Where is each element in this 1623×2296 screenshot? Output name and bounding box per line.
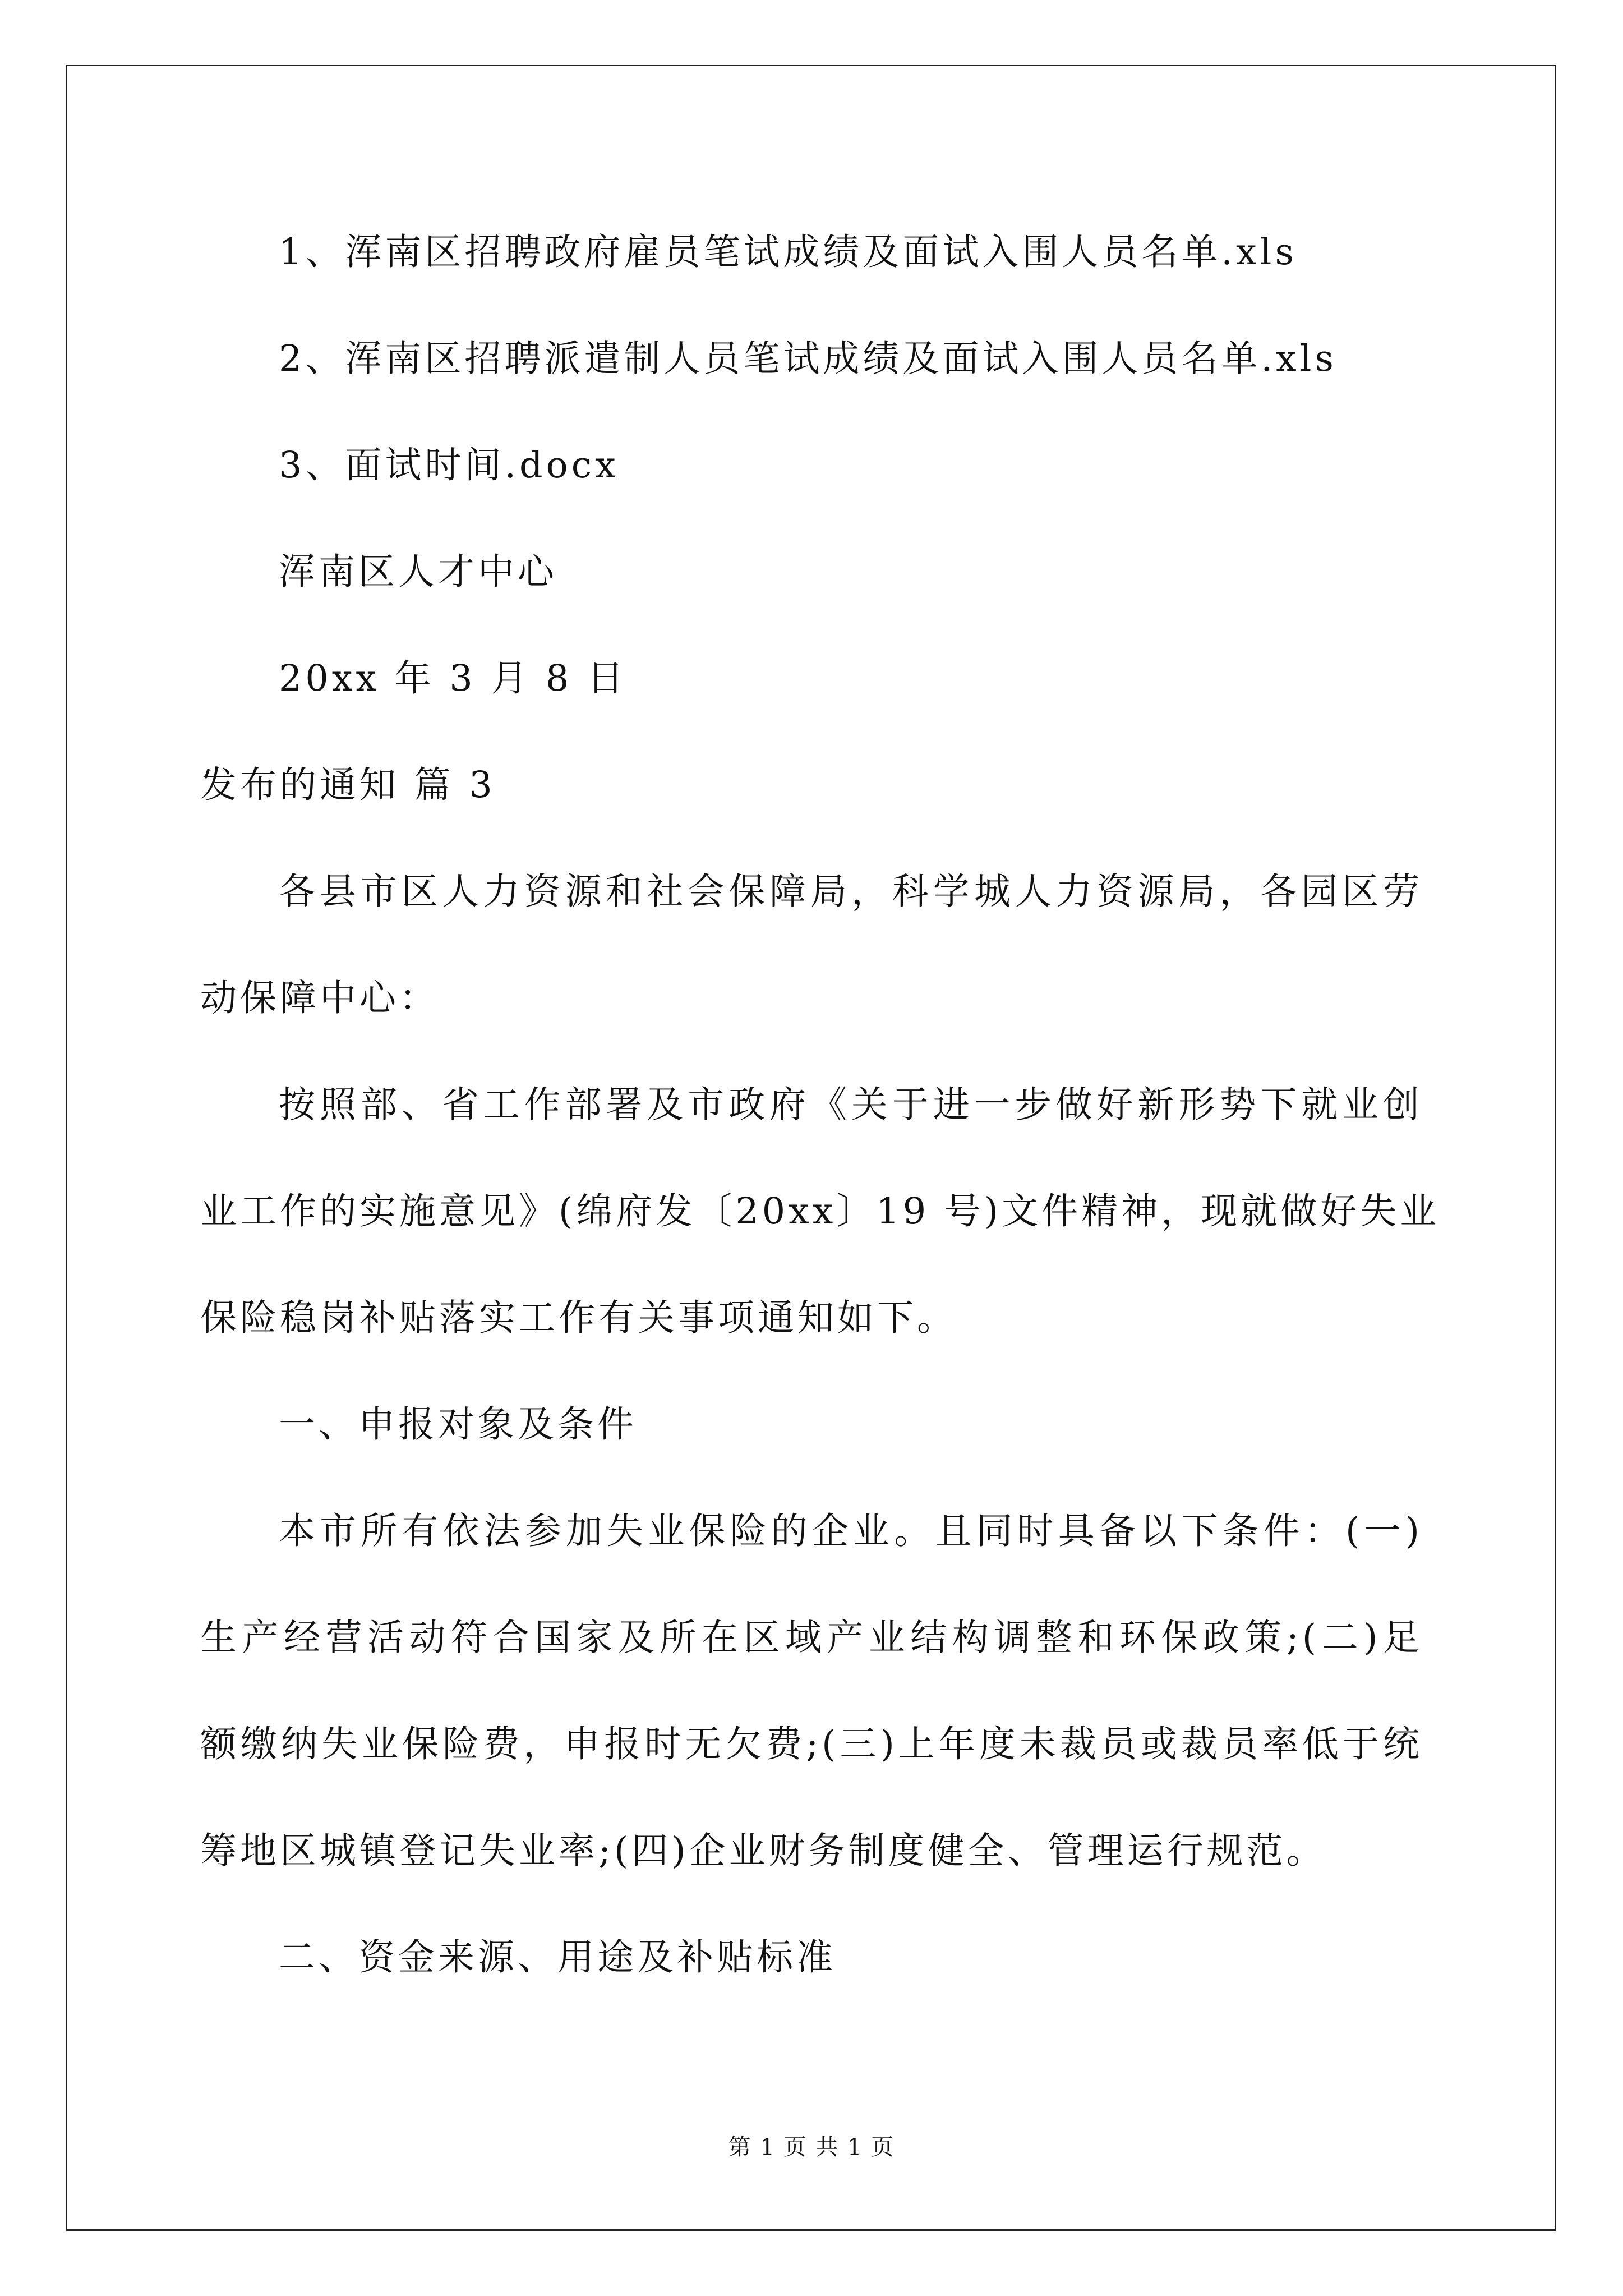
attachment-item-1: 1、浑南区招聘政府雇员笔试成绩及面试入围人员名单.xls — [279, 231, 1297, 273]
attachment-item-2: 2、浑南区招聘派遣制人员笔试成绩及面试入围人员名单.xls — [279, 338, 1337, 380]
addressee-line-1: 各县市区人力资源和社会保障局，科学城人力资源局，各园区劳 — [279, 871, 1423, 913]
heading-1: 一、申报对象及条件 — [279, 1404, 638, 1446]
heading-2: 二、资金来源、用途及补贴标准 — [279, 1936, 837, 1978]
attachment-item-3: 3、面试时间.docx — [279, 444, 619, 486]
paragraph-2-line-1: 本市所有依法参加失业保险的企业。且同时具备以下条件：(一) — [279, 1510, 1423, 1552]
paragraph-2-line-2: 生产经营活动符合国家及所在区域产业结构调整和环保政策;(二)足 — [200, 1617, 1423, 1659]
paragraph-2-line-4: 筹地区城镇登记失业率;(四)企业财务制度健全、管理运行规范。 — [200, 1830, 1326, 1872]
addressee-line-2: 动保障中心： — [200, 977, 440, 1019]
page-border — [66, 65, 1556, 2231]
section-title: 发布的通知 篇 3 — [200, 764, 496, 806]
paragraph-1-line-3: 保险稳岗补贴落实工作有关事项通知如下。 — [200, 1297, 957, 1339]
signature-org: 浑南区人才中心 — [279, 551, 558, 593]
paragraph-2-line-3: 额缴纳失业保险费，申报时无欠费;(三)上年度未裁员或裁员率低于统 — [200, 1723, 1423, 1765]
paragraph-1-line-1: 按照部、省工作部署及市政府《关于进一步做好新形势下就业创 — [279, 1084, 1423, 1126]
signature-date: 20xx 年 3 月 8 日 — [279, 657, 628, 700]
paragraph-1-line-2: 业工作的实施意见》(绵府发〔20xx〕19 号)文件精神，现就做好失业 — [200, 1190, 1440, 1232]
page-footer: 第 1 页 共 1 页 — [728, 2134, 895, 2160]
